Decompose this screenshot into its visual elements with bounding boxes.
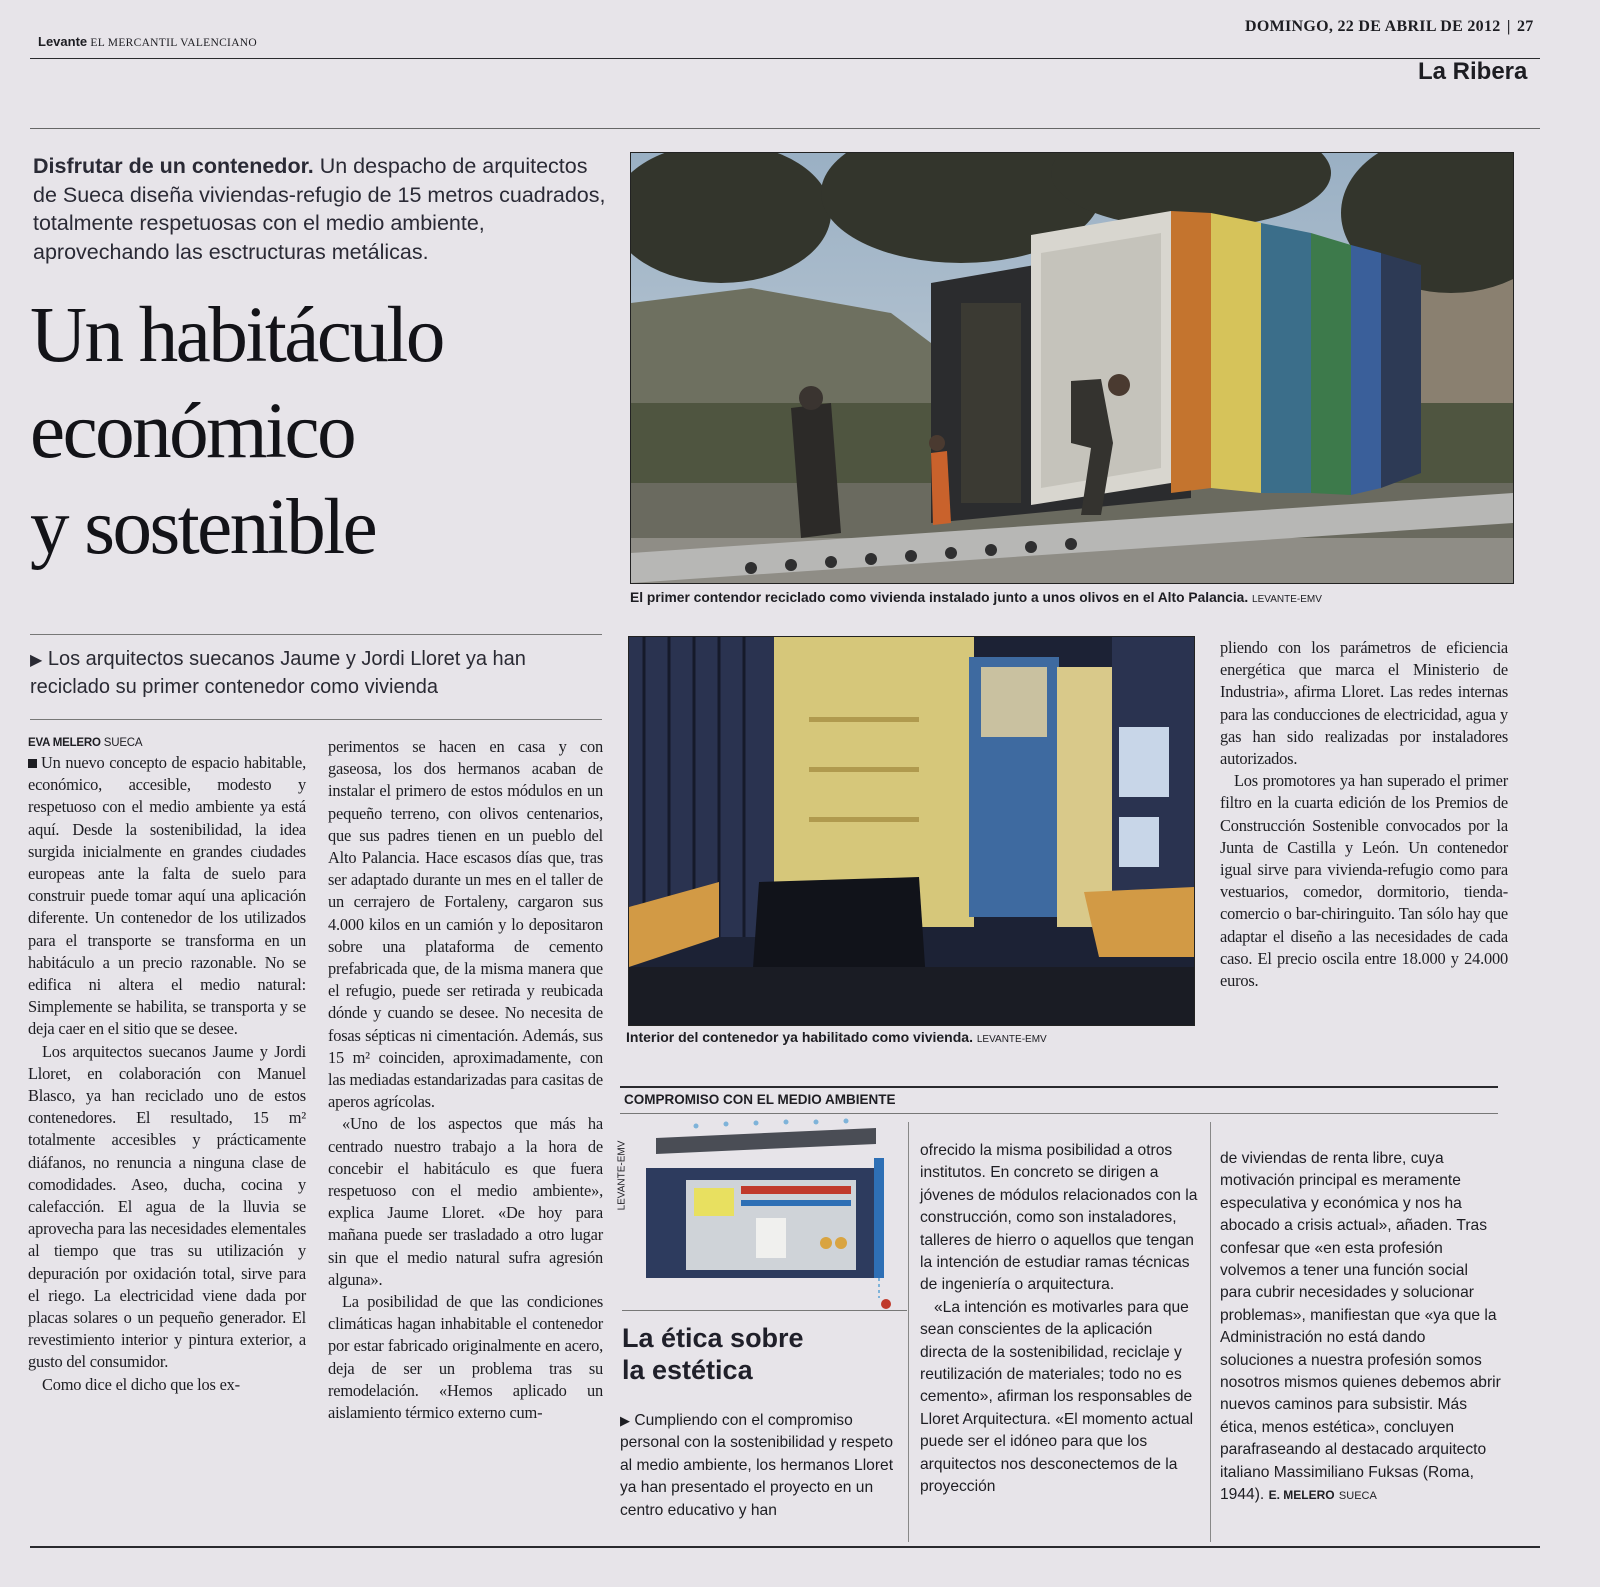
article-column-2 — [328, 736, 603, 1424]
date-text: DOMINGO, 22 DE ABRIL DE 2012 — [1245, 18, 1501, 35]
header-rule — [30, 58, 1540, 59]
article-column-1 — [28, 734, 306, 1396]
interior-photo-caption-text: Interior del contenedor ya habilitado como vivienda. — [626, 1029, 973, 1045]
interior-photo-caption — [626, 1029, 1206, 1045]
sustainability-diagram — [636, 1118, 906, 1313]
sidebar-column-3 — [1220, 1148, 1502, 1508]
subhead-rule-bottom — [30, 719, 602, 720]
triangle-bullet-icon: ▶ — [30, 652, 43, 669]
sidebar-signature-place: SUECA — [1338, 1490, 1377, 1503]
sidebar-signature: E. MELERO — [1268, 1488, 1335, 1503]
byline-place: SUECA — [103, 737, 143, 749]
article-paragraph: Un nuevo concepto de espacio habitable, económico, accesible, modesto y respetuoso con el medio ambiente ya está aquí. Desde la sostenibilidad, la idea surgida inicialmente en grandes ciudades europeas ante la falta de suelo para construir puede tomar aquí una aplicación diferente. Un contenedor de los utilizados para el transporte se transforma en un habitáculo a un precio razonable. No se edifica ni altera el medio natural: Simplemente se habilita, se transporta y se deja caer en el sitio que se desee. — [28, 753, 306, 1039]
intro-lead — [33, 152, 613, 266]
container-exterior-photo — [630, 152, 1514, 584]
container-interior-image — [629, 637, 1194, 1025]
headline-line-2: económico — [30, 388, 355, 475]
sidebar-lead: ▶ Cumpliendo con el compromiso personal con la sostenibilidad y respeto al medio ambiente, los hermanos Lloret ya han presentado el proyecto en un centro educativo y han — [620, 1412, 894, 1519]
sidebar-title — [622, 1322, 804, 1386]
sidebar-column-2 — [920, 1140, 1200, 1499]
subhead-text: Los arquitectos suecanos Jaume y Jordi Lloret ya han reciclado su primer contenedor como vivienda — [30, 648, 526, 698]
page-date: DOMINGO, 22 DE ABRIL DE 2012 | 27 — [1245, 18, 1534, 35]
page-bottom-rule — [30, 1546, 1540, 1548]
byline — [28, 734, 306, 752]
triangle-bullet-icon: ▶ — [620, 1413, 630, 1428]
sidebar-label: COMPROMISO CON EL MEDIO AMBIENTE — [624, 1092, 896, 1107]
intro-lead-bold: Disfrutar de un contenedor. — [33, 154, 314, 178]
sidebar-paragraph: de viviendas de renta libre, cuya motivación principal es meramente especulativa y económica y nos ha abocado a crisis actual», añaden. Tras confesar que «en esta profesión volvemos a tener una función social para cubrir necesidades y solucionar problemas», manifiestan que «ya que la Administración no está dando soluciones a nuestra profesión somos nosotros mismos quienes debemos abrir nuevos caminos para subsistir. Más ética, menos estética», concluyen parafraseando al destacado arquitecto italiano Massimiliano Fuksas (Roma, 1944). E. MELERO SUECA — [1220, 1150, 1501, 1504]
page-number: 27 — [1517, 18, 1534, 35]
article-paragraph: «Uno de los aspectos que más ha centrado nuestro trabajo a la hora de concebir el habitáculo es que fuera respetuoso con el medio ambiente», explica Jaume Lloret. «De hoy para mañana puede ser trasladado a otro lugar sin que el medio natural sufra agresión alguna». — [328, 1114, 603, 1289]
article-column-3 — [1220, 637, 1508, 992]
section-rule — [30, 128, 1540, 129]
sidebar-title-line-2: la estética — [622, 1355, 753, 1385]
sidebar-rule-label — [620, 1113, 1498, 1114]
article-paragraph: La posibilidad de que las condiciones climáticas hagan inhabitable el contenedor por estar fabricado originalmente en acero, deja de ser un problema tras su remodelación. «Hemos aplicado un aislamiento térmico externo cum- — [328, 1292, 603, 1423]
interior-photo-credit: LEVANTE-EMV — [976, 1034, 1047, 1045]
paragraph-square-icon — [28, 759, 37, 768]
sidebar-rule-top — [620, 1086, 1498, 1088]
container-interior-photo — [628, 636, 1195, 1026]
intro-lead-text: Un despacho de arquitectos de Sueca diseña viviendas-refugio de 15 metros cuadrados, totalmente respetuosas con el medio ambiente, aprovechando las esctructuras metálicas. — [33, 154, 606, 264]
sidebar-divider-2 — [1210, 1122, 1211, 1542]
article-paragraph: perimentos se hacen en casa y con gaseosa, los dos hermanos acaban de instalar el primero de estos módulos en un pequeño terreno, con olivos centenarios, que sus padres tienen en un pueblo del Alto Palancia. Hace escasos días que, tras ser adaptado durante un mes en el taller de un cerrajero de Fortaleny, cargaron sus 4.000 kilos en un camión y lo depositaron sobre una plataforma de cemento prefabricada que, de la misma manera que el refugio, puede ser retirada y reubicada dónde y cuando se desee. No necesita de fosas sépticas ni cimentación. Además, sus 15 m² coinciden, aproximadamente, con las mediadas estandarizadas para casitas de aperos agrícolas. — [328, 737, 603, 1112]
container-exterior-image — [631, 153, 1513, 583]
sidebar-title-line-1: La ética sobre — [622, 1323, 804, 1353]
top-photo-caption — [630, 590, 1512, 605]
container-diagram — [636, 1118, 906, 1313]
subhead-rule-top — [30, 634, 602, 635]
top-photo-caption-text: El primer contendor reciclado como vivienda instalado junto a unos olivos en el Alto Palancia. — [630, 590, 1249, 605]
article-paragraph: Los arquitectos suecanos Jaume y Jordi Lloret, en colaboración con Manuel Blasco, ya han reciclado uno de estos contenedores. El resultado, 15 m² totalmente accesibles y prácticamente diáfanos, no renuncia a ninguna clase de comodidades. Aseo, ducha, cocina y calefacción. El agua de la lluvia se aprovecha para las necesidades elementales al tiempo que tras su utilización y depuración por oxidación total, sirve para el riego. La electricidad viene dada por placas solares o un pequeño generador. El revestimiento interior y pintura exterior, a gusto del consumidor. — [28, 1041, 306, 1372]
sidebar-paragraph: ofrecido la misma posibilidad a otros institutos. En concreto se dirigen a jóvenes de módulos relacionados con la construcción, como son instaladores, talleres de hierro o aquellos que tengan la intención de estudiar ramas técnicas de ingeniería o arquitectura. — [920, 1142, 1198, 1294]
headline — [30, 288, 620, 576]
sidebar-divider-1 — [908, 1122, 909, 1542]
headline-line-3: y sostenible — [30, 484, 376, 571]
diagram-credit: LEVANTE-EMV — [616, 1140, 628, 1211]
sidebar-paragraph: «La intención es motivarles para que sean conscientes de la aplicación directa de la sostenibilidad, reciclaje y reutilización de materiales; todo no es cemento», afirman los responsables de Lloret Arquitectura. «El momento actual puede ser el idóneo para que los arquitectos nos desconectemos de la proyección — [920, 1298, 1194, 1496]
sidebar-diagram-rule — [622, 1310, 907, 1311]
masthead-name: Levante — [38, 34, 88, 49]
masthead-subtitle: EL MERCANTIL VALENCIANO — [90, 37, 258, 49]
byline-author: EVA MELERO — [28, 737, 101, 749]
top-photo-credit: LEVANTE-EMV — [1252, 594, 1322, 605]
sidebar-column-1 — [620, 1410, 902, 1522]
masthead — [38, 34, 257, 50]
article-paragraph: Como dice el dicho que los ex- — [42, 1374, 240, 1394]
subhead — [30, 646, 605, 700]
article-paragraph: Los promotores ya han superado el primer filtro en la cuarta edición de los Premios de Construcción Sostenible convocados por la Junta de Castilla y León. Un contenedor igual sirve para vivienda-refugio como para vestuarios, comedor, dormitorio, tienda-comercio o bar-chiringuito. Tan sólo hay que adaptar el diseño a las necesidades de cada caso. El precio oscila entre 18.000 y 24.000 euros. — [1220, 771, 1508, 991]
section-name: La Ribera — [1418, 58, 1528, 85]
headline-line-1: Un habitáculo — [30, 292, 443, 379]
article-paragraph: pliendo con los parámetros de eficiencia energética que marca el Ministerio de Industria», afirma Lloret. Las redes internas para las conducciones de electricidad, agua y gas han sido realizadas por instaladores autorizados. — [1220, 638, 1508, 769]
